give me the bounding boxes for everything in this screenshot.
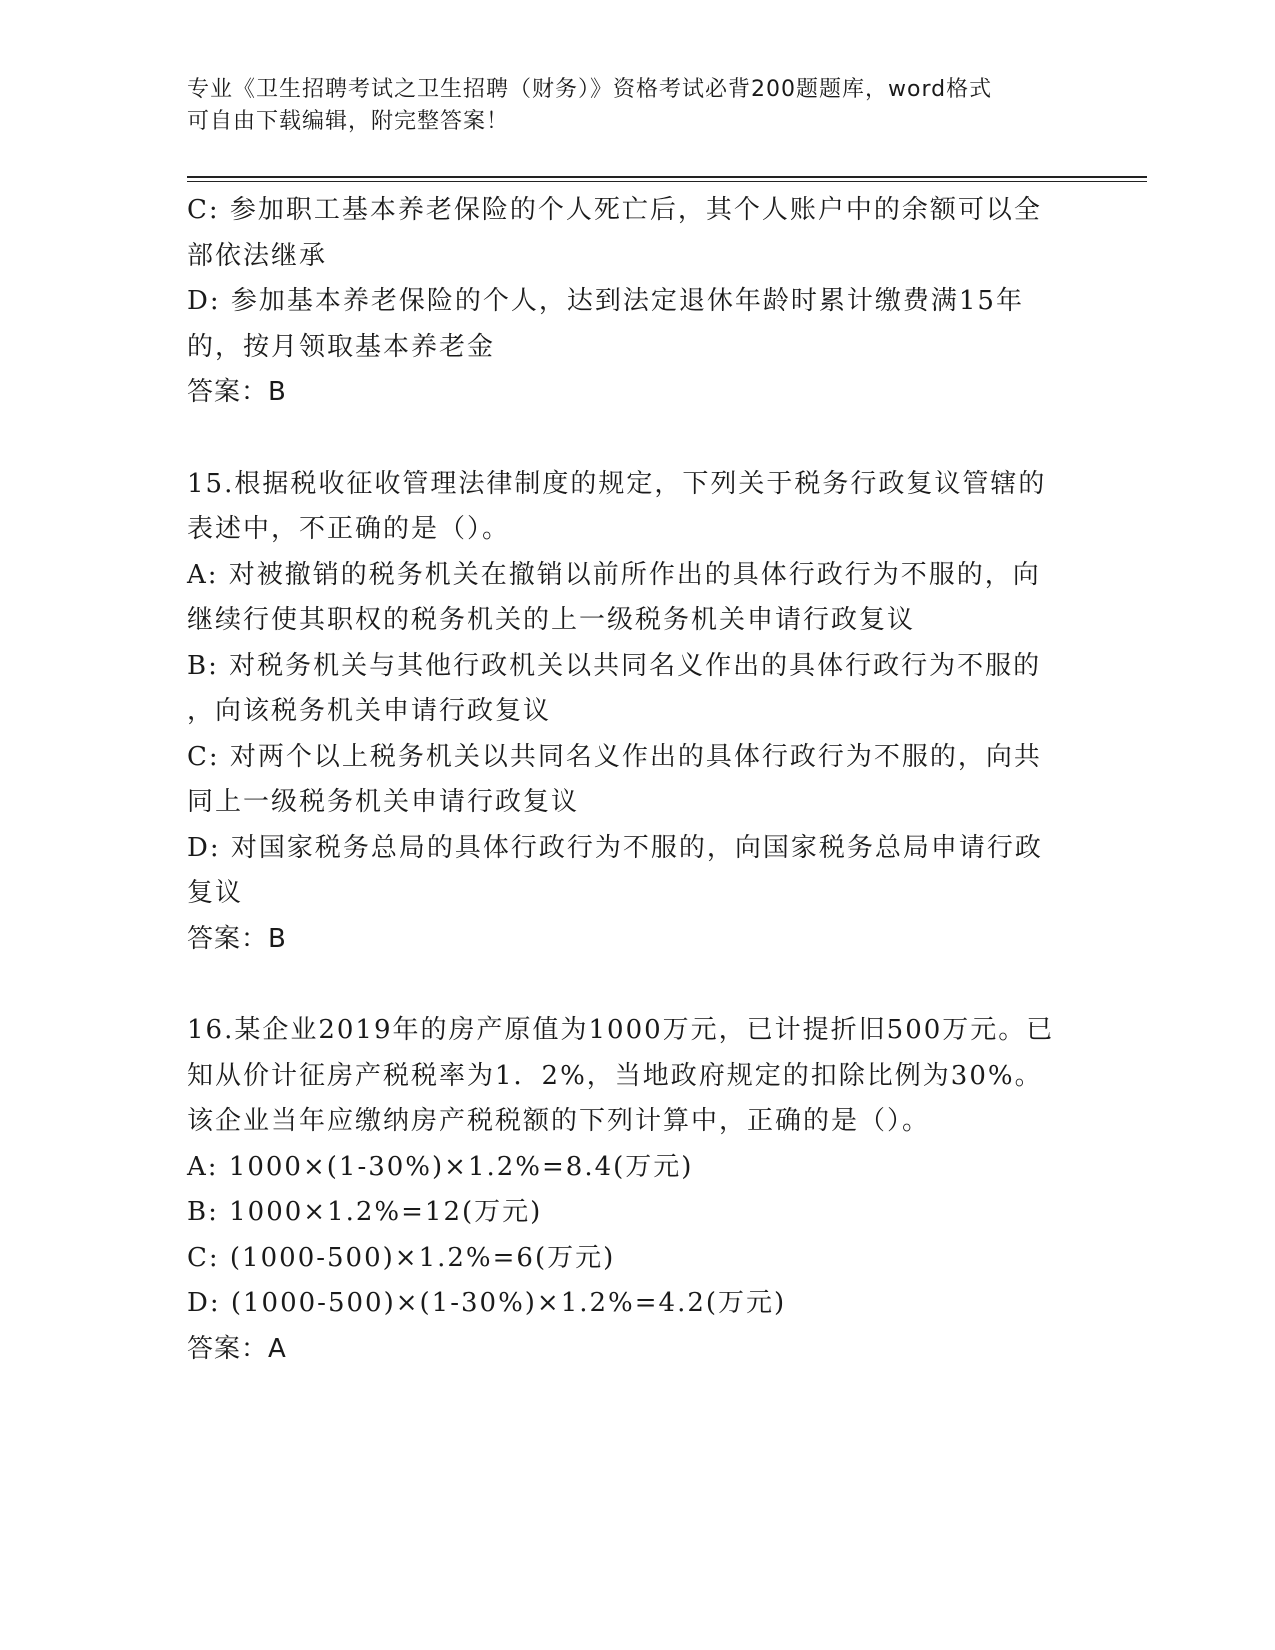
q16-option-b: B: 1000×1.2%=12(万元) (187, 1197, 543, 1227)
question-15 (187, 462, 1077, 963)
q16-stem-line-2: 知从价计征房产税税率为1．2%，当地政府规定的扣除比例为30%。 (187, 1060, 1043, 1091)
header-divider (187, 176, 1147, 182)
q15-option-d-line-1: D: 对国家税务总局的具体行政行为不服的，向国家税务总局申请行政 (187, 832, 1043, 863)
question-16 (187, 1008, 1077, 1372)
q16-stem-line-1: 16.某企业2019年的房产原值为1000万元，已计提折旧500万元。已 (187, 1015, 1055, 1045)
q15-stem-line-2: 表述中，不正确的是（）。 (187, 514, 511, 544)
q15-option-a-line-2: 继续行使其职权的税务机关的上一级税务机关申请行政复议 (187, 605, 916, 635)
spacer (187, 962, 1077, 1008)
spacer (187, 416, 1077, 462)
header-line-2: 可自由下载编辑，附完整答案！ (187, 109, 510, 134)
q16-option-d: D: (1000-500)×(1-30%)×1.2%=4.2(万元) (187, 1288, 787, 1318)
q14-option-d-line-2: 的，按月领取基本养老金 (187, 331, 496, 362)
q16-stem-line-3: 该企业当年应缴纳房产税税额的下列计算中，正确的是（）。 (187, 1106, 931, 1136)
header-line-1: 专业《卫生招聘考试之卫生招聘（财务）》资格考试必背200题题库，word格式 (187, 77, 993, 102)
q15-option-b-line-2: ，向该税务机关申请行政复议 (187, 696, 552, 726)
q14-answer: 答案：B (187, 377, 287, 407)
q14-option-c-line-1: C: 参加职工基本养老保险的个人死亡后，其个人账户中的余额可以全 (187, 195, 1042, 225)
document-header (187, 74, 1067, 138)
q15-answer: 答案：B (187, 923, 287, 954)
q15-stem-line-1: 15.根据税收征收管理法律制度的规定，下列关于税务行政复议管辖的 (187, 468, 1047, 499)
q15-option-b-line-1: B: 对税务机关与其他行政机关以共同名义作出的具体行政行为不服的 (187, 650, 1042, 681)
q14-option-d-line-1: D: 参加基本养老保险的个人，达到法定退休年龄时累计缴费满15年 (187, 286, 1024, 316)
q16-answer: 答案：A (187, 1333, 287, 1364)
document-body (187, 188, 1077, 1372)
q15-option-a-line-1: A: 对被撤销的税务机关在撤销以前所作出的具体行政行为不服的，向 (187, 559, 1041, 590)
q16-option-c: C: (1000-500)×1.2%=6(万元) (187, 1242, 616, 1273)
q15-option-c-line-1: C: 对两个以上税务机关以共同名义作出的具体行政行为不服的，向共 (187, 741, 1042, 772)
q15-option-d-line-2: 复议 (187, 878, 244, 908)
q14-option-c-line-2: 部依法继承 (187, 240, 328, 271)
question-14-tail (187, 188, 1077, 416)
q15-option-c-line-2: 同上一级税务机关申请行政复议 (187, 787, 580, 817)
q16-option-a: A: 1000×(1-30%)×1.2%=8.4(万元) (187, 1151, 694, 1182)
